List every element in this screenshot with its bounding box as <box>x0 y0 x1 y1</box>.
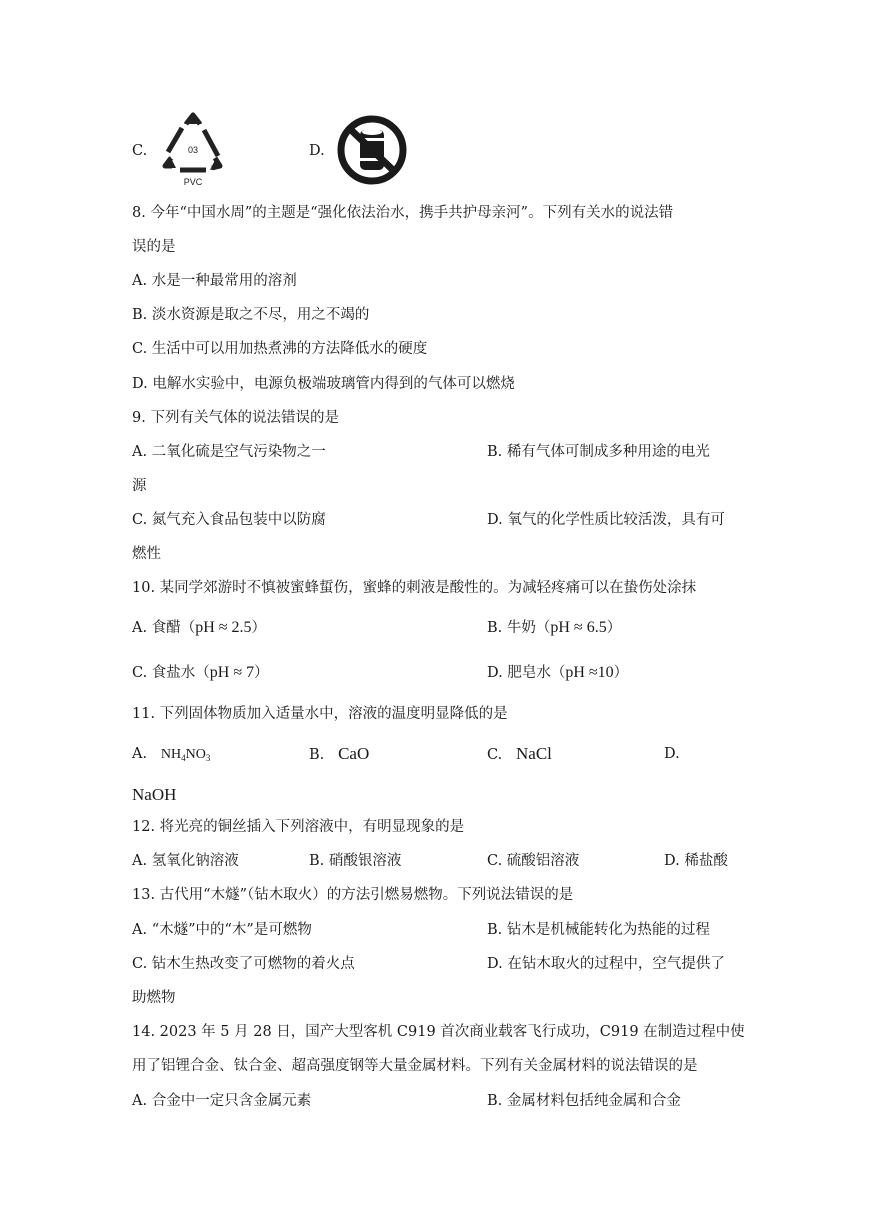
q10-b-label: B. 牛奶（ <box>487 620 551 636</box>
q9-option-d: D. 氧气的化学性质比较活泼，具有可 <box>487 512 725 528</box>
q10-b-ph: pH ≈ 6.5 <box>550 619 607 636</box>
q11-a-label: A. <box>132 746 148 762</box>
q10-b-close: ） <box>606 620 622 636</box>
q13-option-d-cont: 助燃物 <box>132 990 176 1006</box>
q14-stem-line1: 14. 2023 年 5 月 28 日，国产大型客机 C919 首次商业载客飞行成功，C919 在制造过程中使 <box>132 1024 745 1040</box>
q10-a-close: ） <box>251 620 267 636</box>
q11-option-d-label: D. <box>664 746 680 762</box>
q10-c-ph: pH ≈ 7 <box>209 664 255 681</box>
pvc-icon-caption: PVC <box>183 177 203 187</box>
q10-a-ph: pH ≈ 2.5 <box>195 619 252 636</box>
q13-option-d: D. 在钻木取火的过程中，空气提供了 <box>487 956 725 972</box>
q14-option-b: B. 金属材料包括纯金属和合金 <box>487 1093 681 1109</box>
q11-b-label: B. <box>309 747 325 763</box>
q13-stem: 13. 古代用“木燧”（钻木取火）的方法引燃易燃物。下列说法错误的是 <box>132 887 574 903</box>
q9-option-b: B. 稀有气体可制成多种用途的电光 <box>487 444 710 460</box>
q12-option-a: A. 氢氧化钠溶液 <box>132 853 239 869</box>
q14-stem-line2: 用了铝锂合金、钛合金、超高强度钢等大量金属材料。下列有关金属材料的说法错误的是 <box>132 1058 698 1074</box>
q8-stem-line1: 8. 今年“中国水周”的主题是“强化依法治水，携手共护母亲河”。下列有关水的说法错 <box>132 205 674 221</box>
q11-b-formula: CaO <box>338 744 370 763</box>
q10-option-a <box>132 618 266 638</box>
q14-option-a: A. 合金中一定只含金属元素 <box>132 1093 312 1109</box>
q11-stem: 11. 下列固体物质加入适量水中，溶液的温度明显降低的是 <box>132 706 508 722</box>
q10-stem: 10. 某同学郊游时不慎被蜜蜂蜇伤，蜜蜂的刺液是酸性的。为减轻疼痛可以在蛰伤处涂抹 <box>132 580 697 596</box>
q11-c-label: C. <box>487 747 503 763</box>
q10-d-label: D. 肥皂水（ <box>487 665 566 681</box>
q8-option-b: B. 淡水资源是取之不尽，用之不竭的 <box>132 307 370 323</box>
q8-stem-line2: 误的是 <box>132 239 176 255</box>
q11-a-formula: $NH_4NO_3$ <box>160 747 211 763</box>
pvc-icon-number: 03 <box>187 145 199 155</box>
q11-option-a <box>132 744 210 768</box>
q9-stem: 9. 下列有关气体的说法错误的是 <box>132 410 339 426</box>
q10-c-label: C. 食盐水（ <box>132 665 210 681</box>
option-c-label: C. <box>132 143 148 159</box>
q12-option-c: C. 硫酸铝溶液 <box>487 853 580 869</box>
q11-option-b <box>309 744 369 765</box>
q10-d-ph: pH ≈10 <box>565 664 614 681</box>
q12-option-b: B. 硝酸银溶液 <box>309 853 402 869</box>
q12-option-d: D. 稀盐酸 <box>664 853 728 869</box>
pvc-recycling-icon <box>160 112 226 190</box>
no-oil-barrel-icon <box>336 114 408 186</box>
q10-option-d <box>487 663 628 683</box>
q9-option-d-cont: 燃性 <box>132 546 161 562</box>
q12-stem: 12. 将光亮的铜丝插入下列溶液中，有明显现象的是 <box>132 819 465 835</box>
q9-option-c: C. 氮气充入食品包装中以防腐 <box>132 512 326 528</box>
q10-c-close: ） <box>254 665 269 681</box>
q8-option-a: A. 水是一种最常用的溶剂 <box>132 273 297 289</box>
q11-option-c <box>487 744 552 765</box>
q13-option-c: C. 钻木生热改变了可燃物的着火点 <box>132 956 355 972</box>
q10-option-b <box>487 618 621 638</box>
q11-c-formula: NaCl <box>516 744 552 763</box>
option-d-label: D. <box>309 143 325 159</box>
q11-option-d-formula: NaOH <box>132 785 177 804</box>
q13-option-b: B. 钻木是机械能转化为热能的过程 <box>487 922 710 938</box>
q8-option-c: C. 生活中可以用加热煮沸的方法降低水的硬度 <box>132 341 428 357</box>
q13-option-a: A. “木燧”中的“木”是可燃物 <box>132 922 312 938</box>
q8-option-d: D. 电解水实验中，电源负极端玻璃管内得到的气体可以燃烧 <box>132 376 515 392</box>
q10-option-c <box>132 663 269 683</box>
q9-option-b-cont: 源 <box>132 478 147 494</box>
q10-a-label: A. 食醋（ <box>132 620 196 636</box>
q9-option-a: A. 二氧化硫是空气污染物之一 <box>132 444 326 460</box>
q10-d-close: ） <box>613 665 629 681</box>
